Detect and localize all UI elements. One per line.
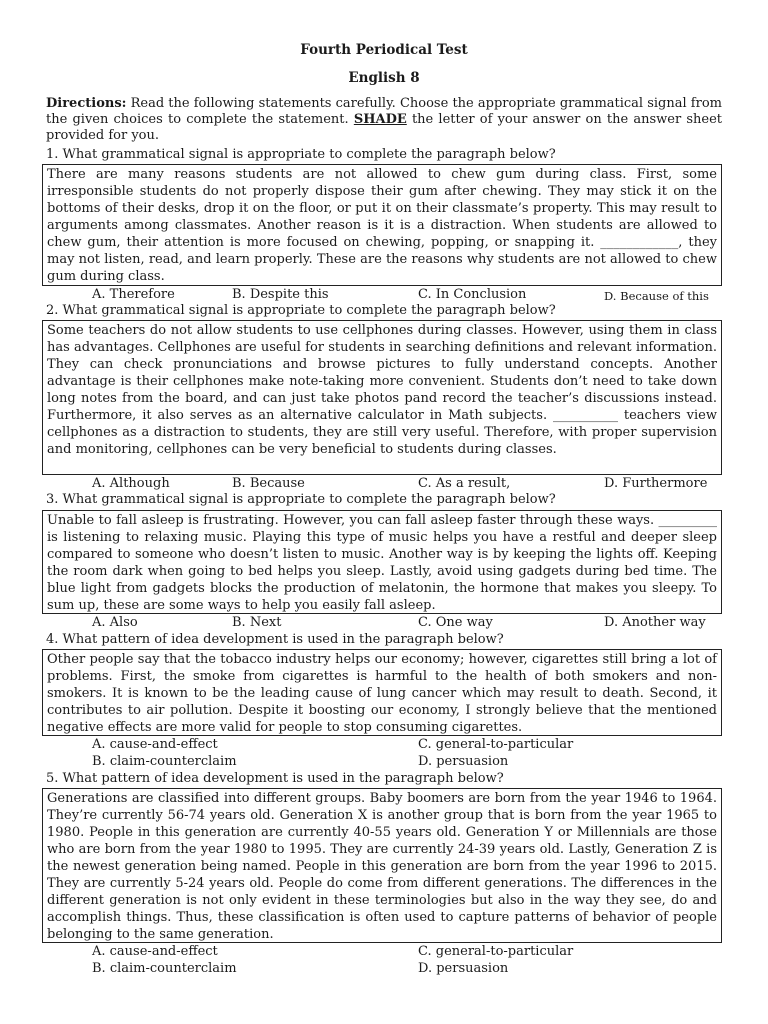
- question-5-passage: Generations are classified into different groups. Baby boomers are born from the year 1946 to 1964. They’re currently 56-74 years old. Generation X is another group that is born from the year 1965 to 1980. People in this generation are currently 40-55 years old. Generation Y or Millennials are those who are born from the year 1980 to 1995. They are currently 24-39 years old. Lastly, Generation Z is the newest generation being named. People in this generation are born from the year 1996 to 2015. They are currently 5-24 years old. People do come from different generations. The differences in the different generation is not only evident in these terminologies but also in the way they see, do and accomplish things. Thus, these classification is often used to capture patterns of behavior of people belonging to the same generation.: [42, 788, 722, 943]
- question-1-option-c: C. In Conclusion: [418, 287, 527, 302]
- question-5-option-c: C. general-to-particular: [418, 944, 574, 959]
- directions: [46, 96, 722, 144]
- question-3-option-d: D. Another way: [604, 615, 706, 630]
- question-4-option-c: C. general-to-particular: [418, 737, 574, 752]
- test-title: Fourth Periodical Test: [300, 42, 468, 58]
- directions-text-after: the letter of your answer on the answer sheet provided for you.: [46, 112, 722, 143]
- question-4-option-d: D. persuasion: [418, 754, 509, 769]
- question-4-option-a: A. cause-and-effect: [92, 737, 218, 752]
- question-2-prompt: 2. What grammatical signal is appropriate to complete the paragraph below?: [46, 303, 556, 318]
- question-2-option-c: C. As a result,: [418, 476, 511, 491]
- directions-text-before: Read the following statements carefully. Choose the appropriate grammatical signal from the given choices to complete the statement.: [46, 96, 722, 127]
- question-4-prompt: 4. What pattern of idea development is used in the paragraph below?: [46, 632, 504, 647]
- question-1-option-d: D. Because of this: [604, 289, 709, 303]
- directions-emphasis: SHADE: [353, 112, 407, 127]
- question-5-option-a: A. cause-and-effect: [92, 944, 218, 959]
- question-5-option-b: B. claim-counterclaim: [92, 961, 237, 976]
- question-3-option-a: A. Also: [92, 615, 138, 630]
- question-3-passage: Unable to fall asleep is frustrating. However, you can fall asleep faster through these ways. _________ is listening to relaxing music. Playing this type of music helps you have a restful and deeper sleep compared to someone who doesn’t listen to music. Another way is by keeping the lights off. Keeping the room dark when going to bed helps you sleep. Lastly, avoid using gadgets during bed time. The blue light from gadgets blocks the production of melatonin, the hormone that makes you sleepy. To sum up, these are some ways to help you easily fall asleep.: [42, 510, 722, 614]
- question-4-option-b: B. claim-counterclaim: [92, 754, 237, 769]
- question-1-passage: There are many reasons students are not allowed to chew gum during class. First, some irresponsible students do not properly dispose their gum after chewing. They may stick it on the bottoms of their desks, drop it on the floor, or put it on their classmate’s property. This may result to arguments among classmates. Another reason is it is a distraction. When students are allowed to chew gum, their attention is more focused on chewing, popping, or snapping it. ____________, they may not listen, read, and learn properly. These are the reasons why students are not allowed to chew gum during class.: [42, 164, 722, 286]
- question-1-option-a: A. Therefore: [92, 287, 175, 302]
- directions-label: Directions:: [46, 96, 127, 111]
- question-3-option-c: C. One way: [418, 615, 493, 630]
- question-4-passage: Other people say that the tobacco industry helps our economy; however, cigarettes still bring a lot of problems. First, the smoke from cigarettes is harmful to the health of both smokers and non-smokers. It is known to be the leading cause of lung cancer which may result to death. Second, it contributes to air pollution. Despite it boosting our economy, I strongly believe that the mentioned negative effects are more valid for people to stop consuming cigarettes.: [42, 649, 722, 736]
- subject-title: English 8: [348, 70, 420, 86]
- question-2-option-b: B. Because: [232, 476, 305, 491]
- question-3-prompt: 3. What grammatical signal is appropriate to complete the paragraph below?: [46, 492, 556, 507]
- question-3-option-b: B. Next: [232, 615, 282, 630]
- question-5-option-d: D. persuasion: [418, 961, 509, 976]
- question-2-option-d: D. Furthermore: [604, 476, 708, 491]
- question-2-option-a: A. Although: [92, 476, 170, 491]
- question-5-prompt: 5. What pattern of idea development is used in the paragraph below?: [46, 771, 504, 786]
- question-1-prompt: 1. What grammatical signal is appropriate to complete the paragraph below?: [46, 147, 556, 162]
- question-1-option-b: B. Despite this: [232, 287, 329, 302]
- question-2-passage: Some teachers do not allow students to use cellphones during classes. However, using them in class has advantages. Cellphones are useful for students in searching definitions and relevant information. They can check pronunciations and browse pictures to fully understand concepts. Another advantage is their cellphones make note-taking more convenient. Students don’t need to take down long notes from the board, and can just take photos pand record the teacher’s discussions instead. Furthermore, it also serves as an alternative calculator in Math subjects. __________ teachers view cellphones as a distraction to students, they are still very useful. Therefore, with proper supervision and monitoring, cellphones can be very beneficial to students during classes.: [42, 320, 722, 475]
